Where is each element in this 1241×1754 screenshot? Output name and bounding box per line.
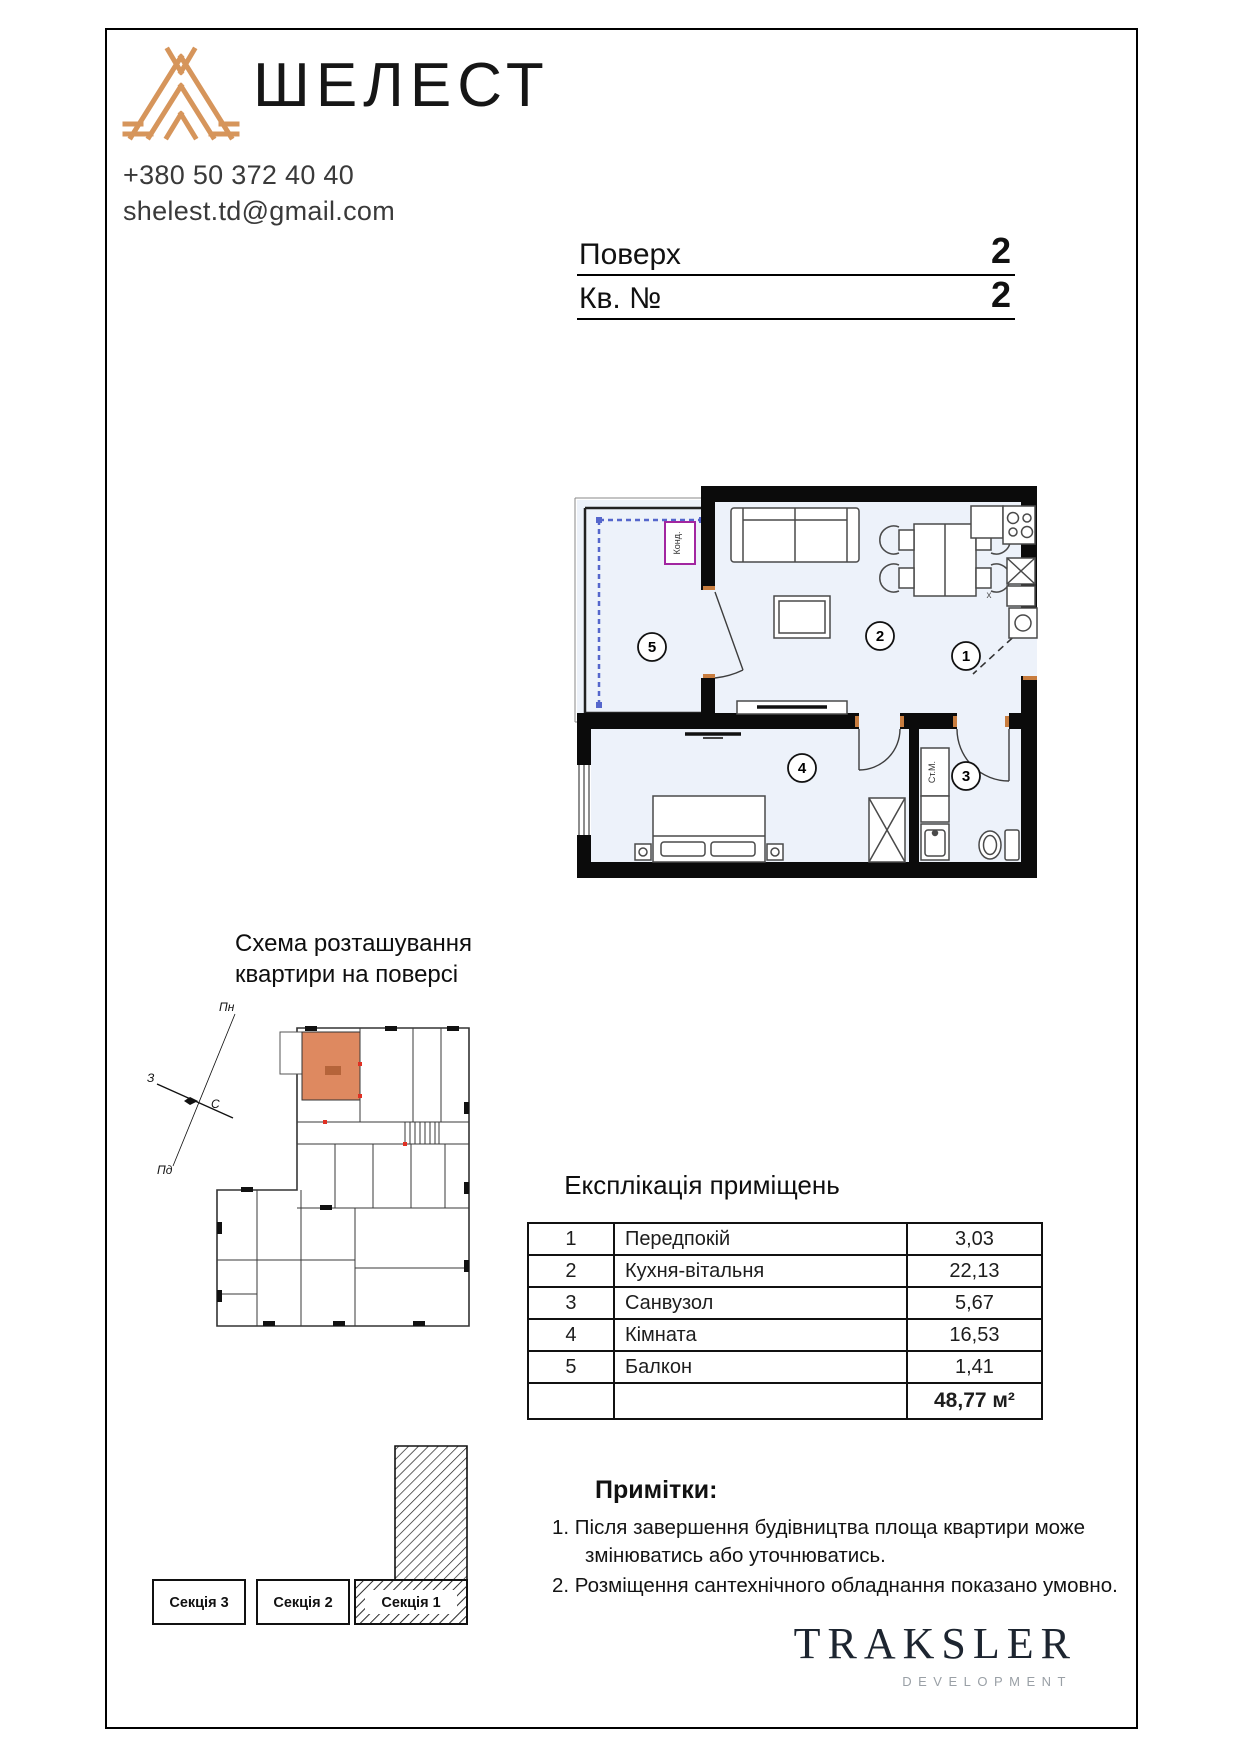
compass-north-label: Пн — [219, 1000, 235, 1014]
sink-mark: х — [986, 590, 992, 601]
compass-south-label: Пд — [157, 1163, 173, 1177]
floor-field — [577, 232, 1015, 276]
table-row: 3 Санвузол 5,67 — [528, 1287, 1042, 1319]
apartment-field — [577, 276, 1015, 320]
floor-label: Поверх — [579, 238, 681, 271]
note-2: 2. Розміщення сантехнічного обладнання показано умовно. — [552, 1574, 1118, 1597]
brand-name: ШЕЛЕСТ — [253, 51, 550, 120]
section-2-label: Секція 2 — [273, 1595, 333, 1611]
room-1-number: 1 — [961, 648, 971, 665]
room-3-number: 3 — [961, 768, 971, 785]
developer-name: TRAKSLER — [793, 1619, 1077, 1668]
table-row: 2 Кухня-вітальня 22,13 — [528, 1255, 1042, 1287]
table-row: 1 Передпокій 3,03 — [528, 1223, 1042, 1255]
floor-value: 2 — [990, 230, 1011, 271]
location-scheme-title: Схема розташування квартири на поверсі — [235, 930, 473, 988]
phone-number: +380 50 372 40 40 — [123, 160, 355, 190]
notes-title: Примітки: — [595, 1476, 718, 1504]
note-1-line-2: змінюватись або уточнюватись. — [585, 1544, 886, 1567]
note-1-line-1: 1. Після завершення будівництва площа квартири може — [552, 1516, 1085, 1539]
compass-east-label: С — [211, 1097, 220, 1111]
page-border-frame — [105, 28, 1138, 1729]
total-area: 48,77 м² — [907, 1383, 1042, 1419]
room-5-number: 5 — [647, 639, 657, 656]
room-2-number: 2 — [875, 628, 885, 645]
room-4-number: 4 — [797, 760, 807, 777]
apartment-label: Кв. № — [579, 282, 662, 315]
bedroom-window — [577, 765, 591, 835]
developer-subtitle: DEVELOPMENT — [902, 1674, 1072, 1689]
explication-title: Експлікація приміщень — [564, 1170, 840, 1200]
table-total-row — [528, 1383, 1042, 1419]
ac-label: Конд. — [672, 531, 682, 555]
section-1-label: Секція 1 — [381, 1595, 441, 1611]
section-3-label: Секція 3 — [169, 1595, 229, 1611]
ac-unit — [665, 522, 695, 564]
email-address: shelest.td@gmail.com — [123, 196, 396, 226]
apartment-value: 2 — [990, 274, 1011, 315]
floor-location-miniplan — [205, 1022, 477, 1334]
apartment-floor-plan — [569, 480, 1049, 882]
table-row: 5 Балкон 1,41 — [528, 1351, 1042, 1383]
washer-label: Ст.М. — [927, 760, 937, 784]
explication-table — [527, 1222, 1043, 1420]
table-row: 4 Кімната 16,53 — [528, 1319, 1042, 1351]
brand-tree-icon — [121, 42, 241, 142]
compass-west-label: З — [147, 1071, 155, 1085]
developer-logo — [707, 1618, 1077, 1689]
building-sections-diagram — [149, 1438, 479, 1634]
